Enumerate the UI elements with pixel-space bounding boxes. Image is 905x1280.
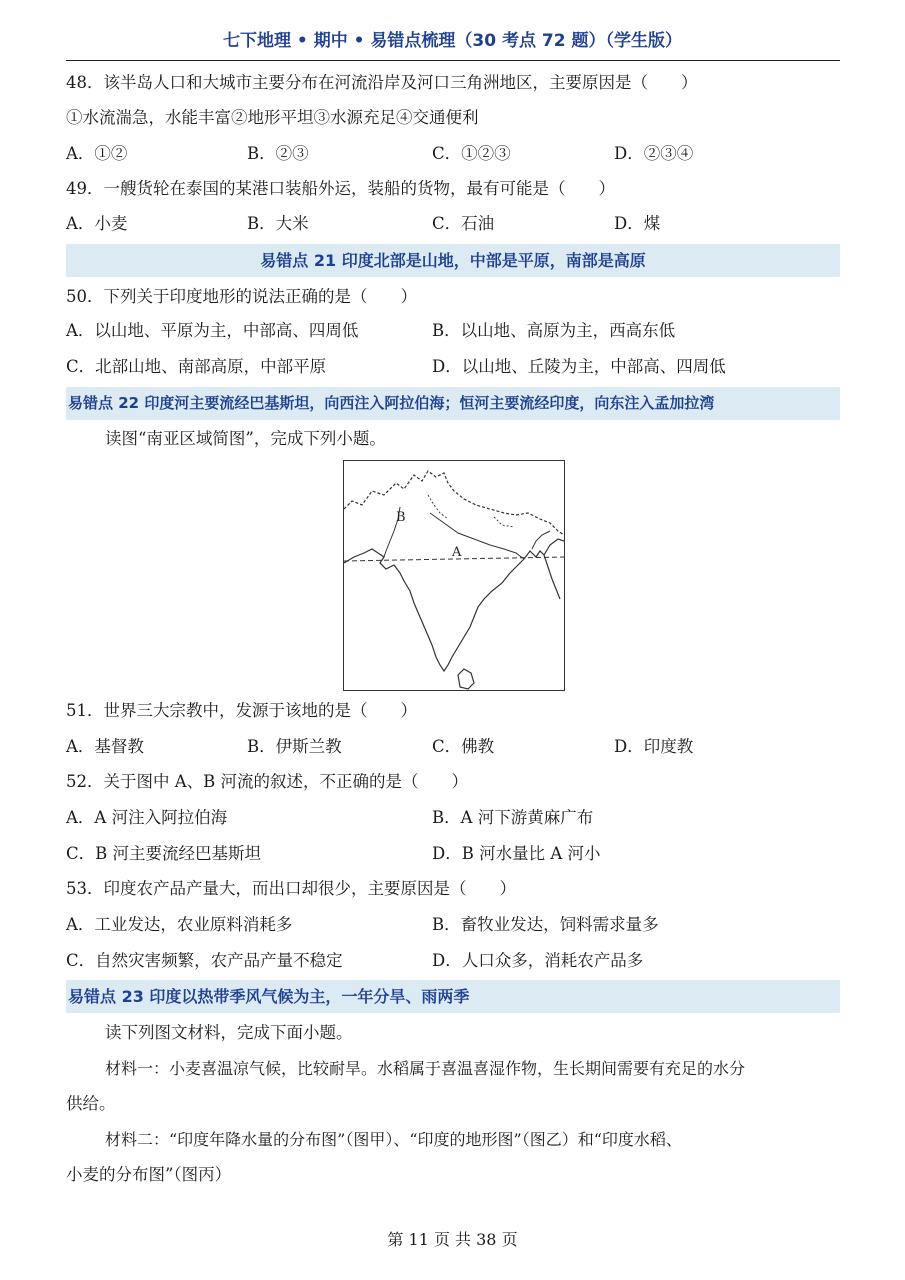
question-48-option-a: A．①② — [66, 144, 128, 163]
material-1-line-1: 材料一：小麦喜温凉气候，比较耐旱。水稻属于喜温喜湿作物，生长期间需要有充足的水分 — [105, 1059, 746, 1078]
question-49-option-c: C．石油 — [432, 214, 495, 233]
question-49-option-a: A．小麦 — [66, 214, 128, 233]
error-point-23-heading: 易错点 23 印度以热带季风气候为主，一年分旱、雨两季 — [66, 980, 840, 1013]
question-49-option-d: D．煤 — [614, 214, 661, 233]
question-50-option-c: C．北部山地、南部高原，中部平原 — [66, 357, 327, 376]
read-text-instruction: 读下列图文材料，完成下面小题。 — [105, 1023, 353, 1042]
question-52-option-b: B．A 河下游黄麻广布 — [432, 808, 594, 827]
question-53-option-b: B．畜牧业发达，饲料需求量多 — [432, 915, 659, 934]
question-52-option-d: D．B 河水量比 A 河小 — [432, 844, 601, 863]
question-51-stem: 51．世界三大宗教中，发源于该地的是（ ） — [66, 701, 417, 720]
question-53-stem: 53．印度农产品产量大，而出口却很少，主要原因是（ ） — [66, 879, 516, 898]
question-50-stem: 50．下列关于印度地形的说法正确的是（ ） — [66, 287, 417, 306]
question-48-option-b: B．②③ — [247, 144, 309, 163]
question-50-option-d: D．以山地、丘陵为主，中部高、四周低 — [432, 357, 726, 376]
material-2-line-2: 小麦的分布图”（图丙） — [66, 1165, 232, 1184]
question-51-option-a: A．基督教 — [66, 737, 144, 756]
question-49-option-b: B．大米 — [247, 214, 309, 233]
question-51-option-b: B．伊斯兰教 — [247, 737, 342, 756]
south-asia-map-drawing — [344, 461, 564, 690]
map-label-a: A — [452, 545, 462, 560]
map-label-b: B — [396, 510, 406, 525]
material-1-line-2: 供给。 — [66, 1094, 116, 1113]
question-49-stem: 49．一艘货轮在泰国的某港口装船外运，装船的货物，最有可能是（ ） — [66, 179, 615, 198]
error-point-22-heading: 易错点 22 印度河主要流经巴基斯坦，向西注入阿拉伯海；恒河主要流经印度，向东注入孟加拉湾 — [66, 387, 840, 420]
south-asia-map — [343, 460, 565, 691]
page-header-title: 七下地理 • 期中 • 易错点梳理（30 考点 72 题）（学生版） — [223, 31, 682, 51]
read-map-instruction: 读图“南亚区域简图”，完成下列小题。 — [105, 429, 386, 448]
question-50-option-b: B．以山地、高原为主，西高东低 — [432, 321, 676, 340]
page-number-footer: 第 11 页 共 38 页 — [387, 1230, 518, 1249]
error-point-21-heading: 易错点 21 印度北部是山地，中部是平原，南部是高原 — [66, 244, 840, 277]
question-53-option-a: A．工业发达，农业原料消耗多 — [66, 915, 293, 934]
question-50-option-a: A．以山地、平原为主，中部高、四周低 — [66, 321, 359, 340]
question-52-option-a: A．A 河注入阿拉伯海 — [66, 808, 228, 827]
question-52-option-c: C．B 河主要流经巴基斯坦 — [66, 844, 261, 863]
question-53-option-c: C．自然灾害频繁，农产品产量不稳定 — [66, 951, 343, 970]
question-51-option-d: D．印度教 — [614, 737, 694, 756]
question-51-option-c: C．佛教 — [432, 737, 495, 756]
header-divider — [66, 60, 840, 61]
question-48-items: ①水流湍急，水能丰富②地形平坦③水源充足④交通便利 — [66, 108, 479, 127]
question-53-option-d: D．人口众多，消耗农产品多 — [432, 951, 644, 970]
question-48-option-d: D．②③④ — [614, 144, 694, 163]
question-48-option-c: C．①②③ — [432, 144, 511, 163]
question-52-stem: 52．关于图中 A、B 河流的叙述，不正确的是（ ） — [66, 772, 469, 791]
question-48-stem: 48．该半岛人口和大城市主要分布在河流沿岸及河口三角洲地区，主要原因是（ ） — [66, 73, 698, 92]
material-2-line-1: 材料二：“印度年降水量的分布图”（图甲）、“印度的地形图”（图乙）和“印度水稻、 — [105, 1130, 682, 1149]
